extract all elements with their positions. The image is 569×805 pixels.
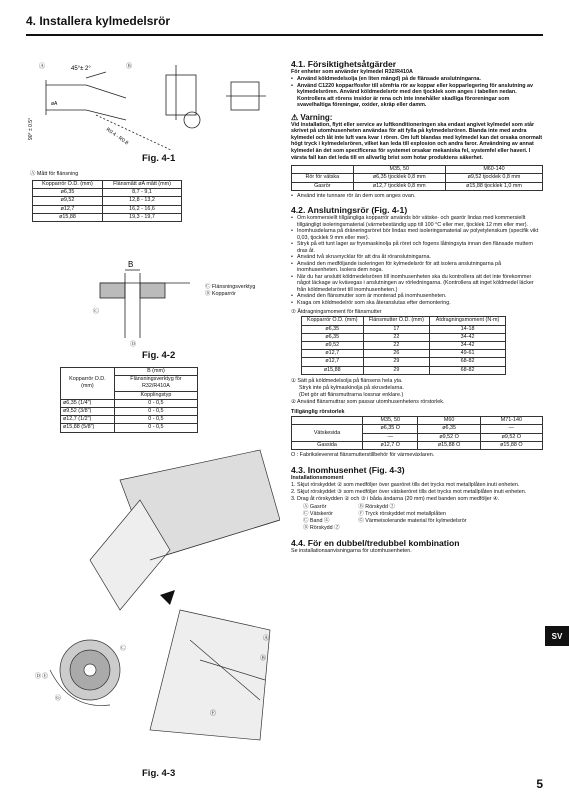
bullet-item: • Använd den flänsmutter som är monterad på inomhusenheten.: [297, 293, 543, 300]
table-row: [61, 408, 198, 416]
table-cell: 49-61: [430, 350, 506, 358]
table-header: [292, 417, 363, 425]
table-cell: ø9,52 (3/8"): [61, 408, 115, 416]
table-cell: 14-18: [430, 325, 506, 333]
table-cell: ø15,88 O: [480, 441, 542, 449]
table-header: [292, 166, 354, 174]
warning-text: Vid installation, flytt eller service av luftkonditioneringen ska endast angivet kylmedel som står skrivet på utomhusenheten användas för att fylla på kylmedelsrören. Blanda inte med andra kylmedel och låt inte luft vara kvar i rören. Om luft blandas med kylmedel kan det orsaka onormalt högt tryck i kylmedelsrören, vilket kan leda till explosion och andra faror. Användning av annat kylmedel än det som specificeras för systemet orsakar mekaniska fel, systemfel eller haveri. I värsta fall kan det leda till en allvarlig brist som hotar produktens säkerhet.: [291, 121, 543, 161]
table-row: [292, 174, 543, 182]
legend-item: Ⓖ Värmeisolerande material för kylmedelsrör: [358, 517, 467, 524]
table-cell: 0 - 0,5: [114, 424, 197, 432]
table-cell: ø15,88 (5/8"): [61, 424, 115, 432]
bullet-item: • När du har anslutit köldmedelsrören till inomhusenheten ska du kontrollera att det inte förekommer något läckage av kvävegas i anslutningen av rörledningarna. (Kontrollera att inget köldmedel läcker från köldmedelsröret till inomhusenheten.): [297, 274, 543, 294]
table-header: M71-140: [480, 417, 542, 425]
section-4-4-title: 4.4. För en dubbel/tredubbel kombination: [291, 538, 460, 549]
table-cell: ø12,7: [302, 358, 364, 366]
table-cell: ø9,52 O: [480, 433, 542, 441]
table-row: [292, 182, 543, 190]
section-4-3-subtitle: Installationsmoment: [291, 475, 344, 482]
table-row: [302, 358, 506, 366]
table-cell: 16,2 - 16,6: [102, 205, 181, 213]
flare-dimension-table: [32, 180, 182, 222]
page-number: 5: [536, 777, 543, 791]
table-cell: 29: [363, 358, 430, 366]
table-cell: ø9,52: [33, 197, 103, 205]
table-header: Flänsmutter O.D. (mm): [363, 317, 430, 325]
step-item: 3. Drag åt rörskydden ② och ③ i båda ändarna (20 mm) med banden som medföljer ④.: [291, 496, 500, 503]
table-cell: 8,7 - 9,1: [102, 189, 181, 197]
section-4-1-title: 4.1. Försiktighetsåtgärder: [291, 59, 397, 69]
bullet-item: • Inomhusdelarna på dräneringsröret bör lindas med isoleringsmaterial av polyetylenskum (specifik vikt 0,03, tjocklek 9 mm eller mer).: [297, 228, 543, 241]
bullet-item: • Använd två skruvnycklar för att dra åt röranslutningarna.: [297, 254, 543, 261]
table-row: [61, 424, 198, 432]
table-cell: 26: [363, 350, 430, 358]
table-cell: 68-82: [430, 358, 506, 366]
step-item: 2. Skjut rörskyddet ③ som medföljer över vätskeröret tills det trycks mot metallplåten inuti enheten.: [291, 489, 527, 496]
table-cell: ø6,35 O: [363, 425, 418, 433]
table-cell: Gassida: [292, 441, 363, 449]
table-cell: Rör för vätska: [292, 174, 354, 182]
warning-title: Varning:: [300, 112, 333, 122]
table-row: [302, 333, 506, 341]
header-rule: [26, 34, 543, 36]
marker-d: Ⓓ: [35, 674, 42, 680]
table-row: [302, 325, 506, 333]
section-4-4-text: Se installationsanvisningarna för utomhusenheten.: [291, 548, 412, 555]
table-cell: ø12,7 tjocklek 0,8 mm: [353, 182, 445, 190]
bullet-item: • Använd C1220 koppar/fosfor till sömfria rör av koppar eller kopparlegering för anslutning av kylmedelsrören. Använd köldmedelsrör med den tjocklek som anges i tabellen nedan. Kontrollera att rörens insidor är rena och inte innehåller skadliga föroreningar som svavelhaltiga föreningar, oxider, skräp eller damm.: [297, 83, 543, 109]
legend-item: Ⓓ Rörskydd ②: [303, 525, 340, 532]
bullet-item: • Använd inte tunnare rör än dem som anges ovan.: [297, 193, 543, 200]
radius-label: R0.4 - R0.8: [104, 126, 130, 147]
table-cell: 34-42: [430, 333, 506, 341]
table-cell: 22: [363, 341, 430, 349]
warning-icon: ⚠: [291, 112, 299, 122]
marker-b: Ⓑ: [260, 656, 267, 662]
table-header: M35, 50: [363, 417, 418, 425]
fig-4-2-label: Fig. 4-2: [142, 350, 176, 361]
legend-item: Ⓕ Tryck rörskyddet mot metallplåten: [358, 510, 446, 517]
callout-c: Ⓒ: [93, 309, 100, 315]
table-row: [33, 189, 182, 197]
table-header: Flänsningsverktyg för R32/R410A: [114, 376, 197, 391]
fig-4-1-label: Fig. 4-1: [142, 153, 176, 164]
table-cell: ø9,52 tjocklek 0,8 mm: [445, 174, 542, 182]
fig-4-1-drawing: [26, 60, 276, 160]
table-header: B (mm): [114, 368, 197, 376]
table-cell: 34-42: [430, 341, 506, 349]
table-cell: ø6,35: [302, 325, 364, 333]
flare-tool-table: [60, 367, 198, 433]
torque-table: [301, 316, 506, 374]
table-cell: 68-82: [430, 366, 506, 374]
fig-4-3-drawing: [30, 440, 280, 760]
legend-item: Ⓒ Flänsningsverktyg: [205, 284, 256, 290]
install-legend: [301, 504, 469, 533]
angle-label: 45°± 2°: [71, 66, 91, 72]
table-cell: Vätskesida: [292, 425, 363, 441]
table-cell: ø15,88 O: [418, 441, 480, 449]
bullet-item: • Stryk på ett tunt lager av frysmaskinolja på röret och fogens låtningsyta innan den flänsade muttern dras åt.: [297, 241, 543, 254]
table-header: M60: [418, 417, 480, 425]
note-line: (Det gör att flänsmuttrarna lossnar enklare.): [299, 391, 404, 398]
table-row: [61, 416, 198, 424]
language-tab: SV: [545, 626, 569, 646]
note-line: ① Sätt på köldmedelsolja på flänsens hela yta.: [291, 377, 403, 384]
table-cell: 17: [363, 325, 430, 333]
torque-table-title: ⑦ Åtdragningsmoment för flänsmutter: [291, 309, 382, 316]
fig-4-2-drawing: [90, 258, 200, 348]
arrow-icon: [160, 590, 175, 605]
fig-4-2-legend: [205, 284, 255, 298]
section-4-1-intro: För enheter som använder kylmedel R32/R410A: [291, 69, 413, 75]
table-header: Kopparrör O.D. (mm): [302, 317, 364, 325]
bullet-item: • Kraga om köldmedelrör som ska återanslutas efter demontering.: [297, 300, 543, 307]
callout-a: Ⓐ: [39, 64, 46, 70]
table-row: [61, 399, 198, 407]
table-cell: ø12,7 (1/2"): [61, 416, 115, 424]
b-dimension-label: B: [128, 260, 134, 269]
legend-item: [356, 525, 468, 532]
table-row: [33, 205, 182, 213]
table-cell: ø9,52: [302, 341, 364, 349]
table-cell: 0 - 0,5: [114, 416, 197, 424]
table-cell: 0 - 0,5: [114, 408, 197, 416]
table-cell: 22: [363, 333, 430, 341]
table-row: [302, 341, 506, 349]
table-row: [33, 213, 182, 221]
table-cell: ø6,35: [302, 333, 364, 341]
pipe-thickness-table: [291, 165, 543, 191]
warning-heading: [291, 113, 543, 122]
table-cell: ø12,7: [33, 205, 103, 213]
flare-table-title: Ⓐ Mått för flänsning: [30, 171, 79, 177]
legend-item: Ⓐ Gasrör: [303, 503, 327, 510]
table-cell: Gasrör: [292, 182, 354, 190]
table-header: Kopparrör O.D. (mm): [33, 181, 103, 189]
marker-a: Ⓐ: [263, 636, 270, 642]
table-cell: 12,8 - 13,2: [102, 197, 181, 205]
bullet-item: • Använd den medföljande isoleringen för kylmedelsrör för att isolera anslutningarna på inomhusenheten. Isolera dem noga.: [297, 261, 543, 274]
legend-item: Ⓑ Rörskydd ②: [358, 503, 395, 510]
table-header: Kopplingstyp: [114, 391, 197, 399]
step-item: 1. Skjut rörskyddet ② som medföljer över gasröret tills det trycks mot metallplåten inuti enheten.: [291, 482, 520, 489]
bullet-item: • Använd köldmedelsolja (en liten mängd) på de flänsade anslutningarna.: [297, 76, 543, 83]
section-4-2-title: 4.2. Anslutningsrör (Fig. 4-1): [291, 205, 408, 216]
table-cell: ø12,7: [302, 350, 364, 358]
avail-size-title: Tillgänglig rörstorlek: [291, 409, 345, 416]
marker-g: Ⓖ: [55, 696, 62, 702]
table-cell: ø9,52 O: [418, 433, 480, 441]
bullet-item: • Om kommersiellt tillgängliga kopparrör används bör vätske- och gasrör lindas med kommersiellt tillgängligt isoleringsmaterial (värmebeständig upp till 100 °C eller mer, tjocklek 12 mm eller mer).: [297, 215, 543, 228]
callout-d: Ⓓ: [130, 342, 137, 348]
section-header: 4. Installera kylmedelsrör: [26, 14, 171, 28]
note-line: ② Använd flänsmuttrar som passar utomhusenhetens rörstorlek.: [291, 399, 445, 406]
table-row: [302, 350, 506, 358]
table-row: [292, 425, 543, 433]
marker-e: Ⓔ: [42, 674, 49, 680]
note-line: Stryk inte på kylmaskinolja på skruvdelarna.: [299, 384, 404, 391]
torque-notes: [291, 378, 543, 406]
right-column: [291, 59, 543, 555]
legend-item: Ⓒ Band ④: [303, 517, 330, 524]
table-header: Flänsmått øA mått (mm): [102, 181, 181, 189]
legend-item: Ⓓ Kopparrör: [205, 291, 236, 298]
table-cell: 19,3 - 19,7: [102, 213, 181, 221]
angle-90-label: 90° ± 0.5°: [28, 117, 34, 140]
table-cell: ø6,35: [33, 189, 103, 197]
table-cell: ø12,7 O: [363, 441, 418, 449]
avail-note: O : Fabrikslevererat flänsmutterstillbehör för värmeväxlaren.: [291, 452, 435, 459]
table-header: M60-140: [445, 166, 542, 174]
table-cell: ø6,35 tjocklek 0,8 mm: [353, 174, 445, 182]
table-cell: 29: [363, 366, 430, 374]
table-header: Kopparrör O.D. (mm): [61, 368, 115, 400]
table-row: [302, 366, 506, 374]
section-4-3-title: 4.3. Inomhusenhet (Fig. 4-3): [291, 465, 405, 476]
marker-f: Ⓕ: [210, 711, 217, 717]
table-row: [292, 441, 543, 449]
table-cell: ø15,88: [33, 213, 103, 221]
table-row: [33, 197, 182, 205]
table-cell: ø6,35: [418, 425, 480, 433]
legend-item: Ⓒ Vätskerör: [303, 510, 333, 517]
available-size-table: [291, 416, 543, 450]
phi-a-label: øA: [51, 101, 58, 107]
install-steps: [291, 482, 543, 503]
table-header: M35, 50: [353, 166, 445, 174]
table-cell: ø6,35 (1/4"): [61, 399, 115, 407]
table-header: Åtdragningsmoment (N·m): [430, 317, 506, 325]
marker-c: Ⓒ: [120, 646, 127, 652]
table-cell: 0 - 0,5: [114, 399, 197, 407]
fig-4-3-label: Fig. 4-3: [142, 768, 176, 779]
table-cell: —: [480, 425, 542, 433]
table-cell: ø15,88 tjocklek 1,0 mm: [445, 182, 542, 190]
table-cell: ø15,88: [302, 366, 364, 374]
callout-b: Ⓑ: [126, 64, 133, 70]
table-cell: —: [363, 433, 418, 441]
